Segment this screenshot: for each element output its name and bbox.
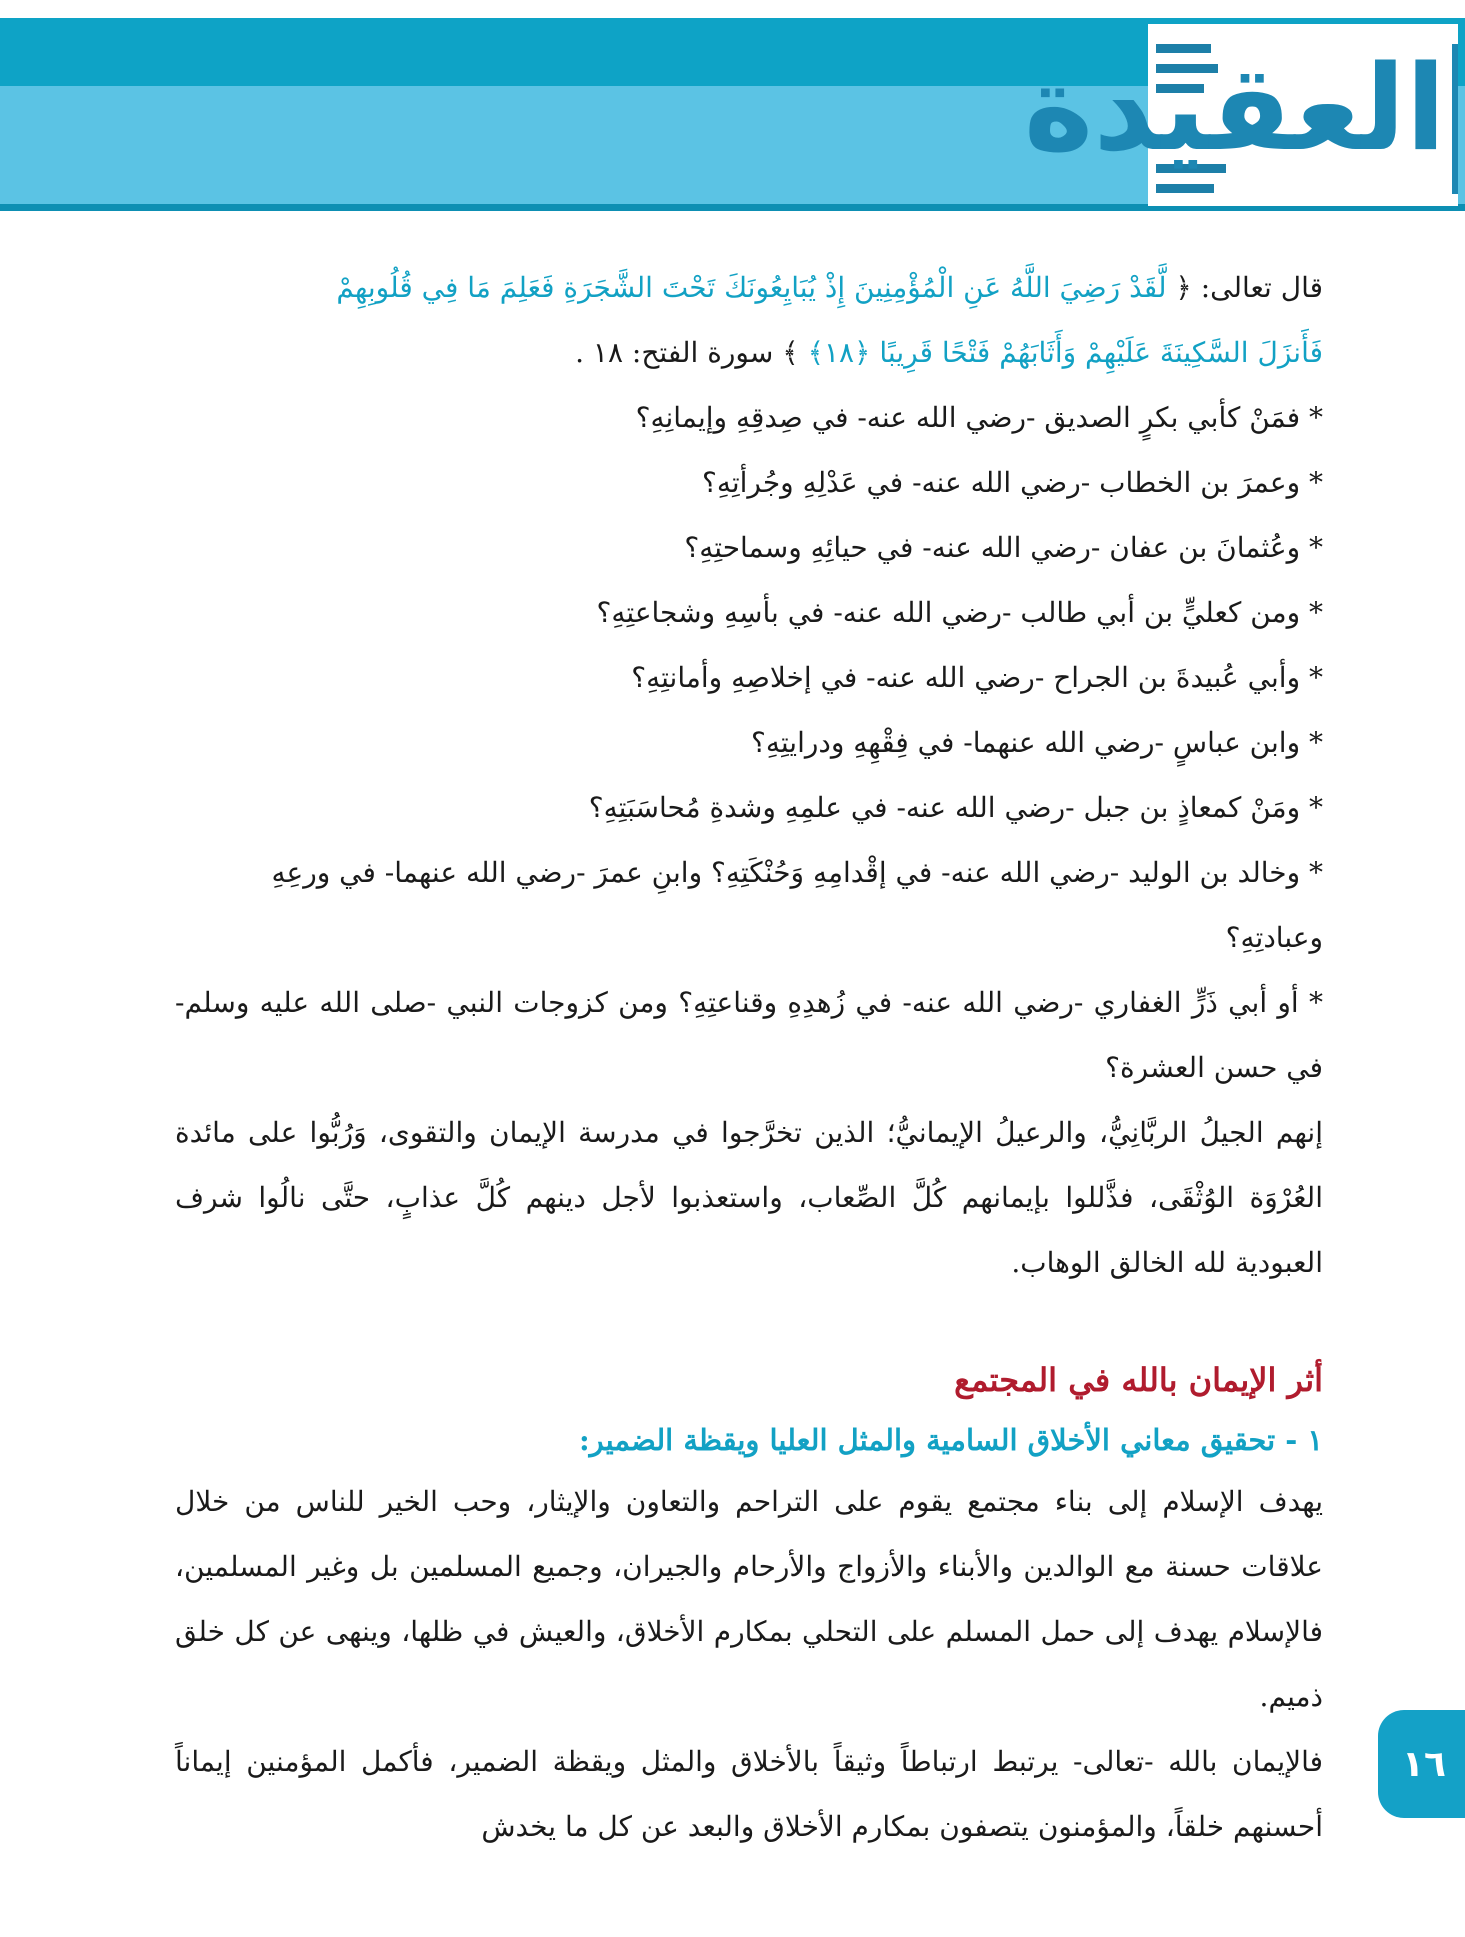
section-subtitle: ١ - تحقيق معاني الأخلاق السامية والمثل العليا ويقظة الضمير: (578, 1423, 1323, 1457)
body-paragraph-1: يهدف الإسلام إلى بناء مجتمع يقوم على التراحم والتعاون والإيثار، وحب الخير للناس من خلال علاقات حسنة مع الوالدين والأبناء والأزواج والأرحام والجيران، وجميع المسلمين بل وغير المسلمين، فالإسلام يهدف إلى حمل المسلم على التحلي بمكارم الأخلاق، والعيش في ظلها، وينهى عن كل خلق ذميم. (175, 1485, 1323, 1713)
verse-text-2: فَأَنزَلَ السَّكِينَةَ عَلَيْهِمْ وَأَثَابَهُمْ فَتْحًا قَرِيبًا ﴿١٨﴾ (807, 336, 1323, 369)
page-number: ١٦ (1378, 1710, 1465, 1818)
verse-line-2 (175, 320, 1323, 385)
logo-edge (1452, 44, 1458, 194)
companion-item: * وعمرَ بن الخطاب -رضي الله عنه- في عَدْلِهِ وجُرأتِهِ؟ (701, 466, 1323, 499)
companion-item: * وأبي عُبيدةَ بن الجراح -رضي الله عنه- في إخلاصِهِ وأمانتِهِ؟ (631, 661, 1323, 694)
companion-item: * وخالد بن الوليد -رضي الله عنه- في إقْدامِهِ وَحُنْكَتِهِ؟ وابنِ عمرَ -رضي الله عنهما- في ورعِهِ وعبادتِهِ؟ (271, 856, 1323, 954)
verse-line-1 (175, 255, 1323, 320)
section-title: أثر الإيمان بالله في المجتمع (954, 1361, 1323, 1399)
companion-item: * فمَنْ كأبي بكرٍ الصديق -رضي الله عنه- في صِدقِهِ وإيمانِهِ؟ (635, 401, 1323, 434)
companion-item: * وعُثمانَ بن عفان -رضي الله عنه- في حيائِهِ وسماحتِهِ؟ (684, 531, 1323, 564)
companion-item: * ومَنْ كمعاذٍ بن جبل -رضي الله عنه- في علمِهِ وشدةِ مُحاسَبَتِهِ؟ (588, 791, 1323, 824)
companion-item: * أو أبي ذَرٍّ الغفاري -رضي الله عنه- في زُهدِهِ وقناعتِهِ؟ ومن كزوجات النبي -صلى الله عليه وسلم- في حسن العشرة؟ (175, 986, 1323, 1084)
companion-item: * وابن عباسٍ -رضي الله عنهما- في فِقْهِهِ ودرايتِهِ؟ (750, 726, 1323, 759)
body-paragraph-2: فالإيمان بالله -تعالى- يرتبط ارتباطاً وثيقاً بالأخلاق والمثل ويقظة الضمير، فأكمل المؤمنين إيماناً أحسنهم خلقاً، والمؤمنون يتصفون بمكارم الأخلاق والبعد عن كل ما يخدش (175, 1745, 1323, 1843)
verse-text-1: لَّقَدْ رَضِيَ اللَّهُ عَنِ الْمُؤْمِنِينَ إِذْ يُبَايِعُونَكَ تَحْتَ الشَّجَرَةِ فَعَلِمَ مَا فِي قُلُوبِهِمْ (336, 271, 1167, 304)
page-content (175, 255, 1323, 1859)
conclusion-paragraph: إنهم الجيلُ الربَّانِيُّ، والرعيلُ الإيمانيُّ؛ الذين تخرَّجوا في مدرسة الإيمان والتقوى، وَرُبُّوا على مائدة العُرْوَة الوُثْقَى، فذَّللوا بإيمانهم كُلَّ الصِّعاب، واستعذبوا لأجل دينهم كُلَّ عذابٍ، حتَّى نالُوا شرف العبودية لله الخالق الوهاب. (175, 1116, 1323, 1279)
subject-logo (1023, 24, 1458, 206)
verse-reference: ﴾ سورة الفتح: ١٨ . (575, 336, 799, 369)
verse-prefix: قال تعالى: ﴿ (1175, 271, 1323, 304)
companion-item: * ومن كعليٍّ بن أبي طالب -رضي الله عنه- في بأسِهِ وشجاعتِهِ؟ (596, 596, 1323, 629)
logo-text: العقيدة (1023, 39, 1446, 177)
